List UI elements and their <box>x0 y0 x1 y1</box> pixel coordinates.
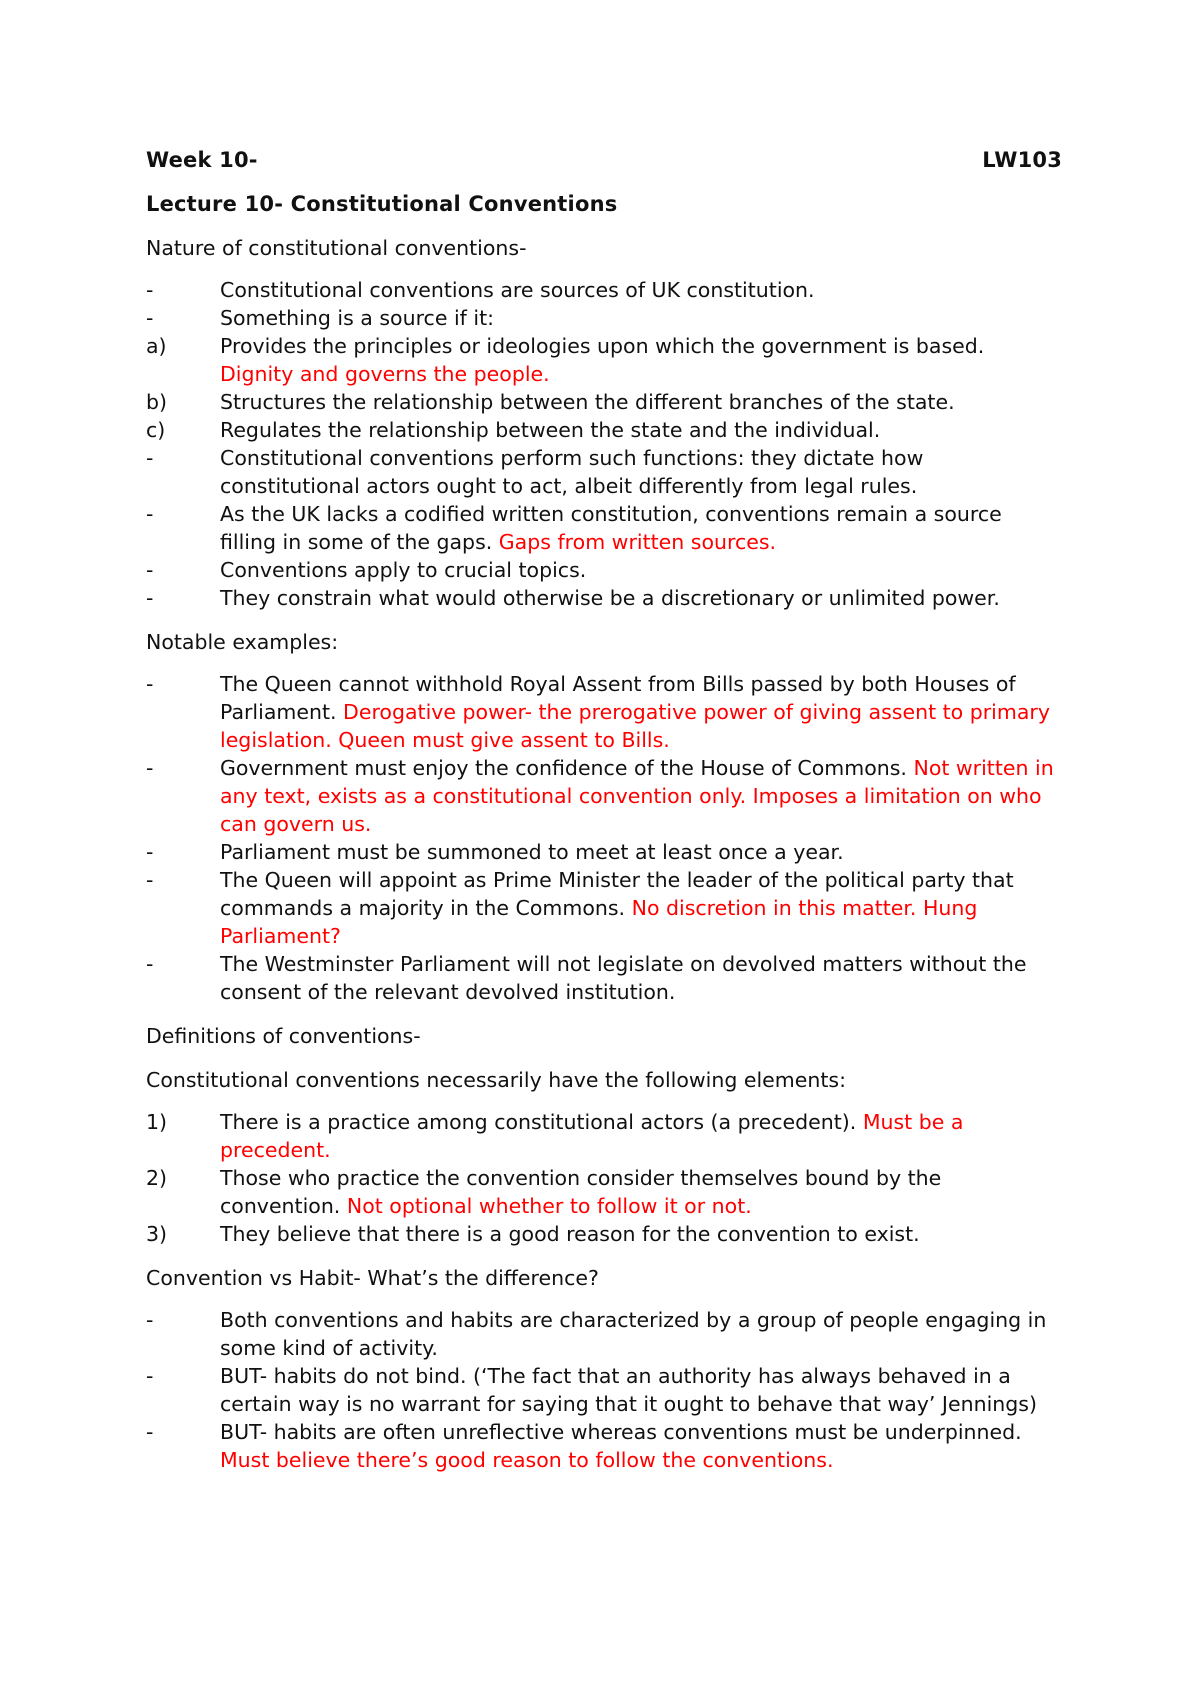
list-item-content <box>220 416 1062 444</box>
list-marker: c) <box>146 418 166 442</box>
item-text: Something is a source if it: <box>220 306 495 330</box>
annotation-note: Gaps from written sources. <box>498 530 777 554</box>
item-text: Those who practice the convention consider themselves bound by the convention. <box>220 1166 942 1218</box>
item-text: Parliament must be summoned to meet at least once a year. <box>220 840 844 864</box>
annotation-note: Not optional whether to follow it or not. <box>346 1194 752 1218</box>
list-item <box>146 670 1062 754</box>
bullet-list <box>146 670 1062 1006</box>
list-item-content <box>220 388 1062 416</box>
item-text: There is a practice among constitutional actors (a precedent). <box>220 1110 857 1134</box>
list-item-content <box>220 754 1062 838</box>
item-text: The Queen cannot withhold Royal Assent from Bills passed by both Houses of Parliament. <box>220 672 1016 724</box>
annotation-note: Dignity and governs the people. <box>220 362 550 386</box>
list-marker: - <box>146 1364 154 1388</box>
item-text: BUT- habits do not bind. (‘The fact that an authority has always behaved in a certain way is no warrant for saying that it ought to behave that way’ Jennings) <box>220 1364 1037 1416</box>
course-code: LW103 <box>982 148 1062 172</box>
annotation-note: Derogative power- the prerogative power of giving assent to primary legislation. Queen must give assent to Bills. <box>220 700 1050 752</box>
list-item <box>146 332 1062 388</box>
list-item <box>146 1418 1062 1474</box>
annotation-note: Must be a precedent. <box>220 1110 964 1162</box>
list-item-content <box>220 500 1062 556</box>
lecture-title: Lecture 10- Constitutional Conventions <box>146 192 618 216</box>
list-item <box>146 1306 1062 1362</box>
list-item <box>146 838 1062 866</box>
list-item <box>146 1362 1062 1418</box>
item-text: As the UK lacks a codified written constitution, conventions remain a source filling in some of the gaps. <box>220 502 1002 554</box>
list-marker: - <box>146 502 154 526</box>
list-marker: b) <box>146 390 168 414</box>
list-marker: - <box>146 1308 154 1332</box>
list-marker: - <box>146 306 154 330</box>
item-text: Conventions apply to crucial topics. <box>220 558 587 582</box>
list-marker: - <box>146 952 154 976</box>
annotation-note: Must believe there’s good reason to follow the conventions. <box>220 1448 834 1472</box>
item-text: Government must enjoy the confidence of the House of Commons. <box>220 756 907 780</box>
list-item <box>146 304 1062 332</box>
list-item-content <box>220 556 1062 584</box>
list-item-content <box>220 866 1062 950</box>
section-heading: Nature of constitutional conventions- <box>146 236 527 260</box>
item-text: Regulates the relationship between the state and the individual. <box>220 418 881 442</box>
list-item <box>146 866 1062 950</box>
list-item-content <box>220 1418 1062 1474</box>
list-marker: - <box>146 672 154 696</box>
list-marker: - <box>146 840 154 864</box>
list-item <box>146 556 1062 584</box>
list-item <box>146 1220 1062 1248</box>
bullet-list <box>146 1306 1062 1474</box>
section-heading: Definitions of conventions- <box>146 1024 421 1048</box>
list-marker: a) <box>146 334 167 358</box>
list-marker: 1) <box>146 1110 168 1134</box>
list-item-content <box>220 1362 1062 1418</box>
item-text: The Westminster Parliament will not legislate on devolved matters without the consent of the relevant devolved institution. <box>220 952 1027 1004</box>
section-heading: Convention vs Habit- What’s the difference? <box>146 1266 599 1290</box>
list-item <box>146 584 1062 612</box>
item-text: Constitutional conventions are sources of UK constitution. <box>220 278 815 302</box>
item-text: Constitutional conventions perform such functions: they dictate how constitutional actors ought to act, albeit differently from legal rules. <box>220 446 924 498</box>
list-item-content <box>220 584 1062 612</box>
list-item <box>146 754 1062 838</box>
list-item <box>146 416 1062 444</box>
bullet-list <box>146 276 1062 612</box>
list-marker: - <box>146 278 154 302</box>
item-text: Both conventions and habits are characterized by a group of people engaging in some kind of activity. <box>220 1308 1047 1360</box>
section-heading: Constitutional conventions necessarily have the following elements: <box>146 1068 846 1092</box>
item-text: BUT- habits are often unreflective whereas conventions must be underpinned. <box>220 1420 1022 1444</box>
list-item <box>146 388 1062 416</box>
week-label: Week 10- <box>146 148 258 172</box>
list-marker: - <box>146 756 154 780</box>
list-marker: - <box>146 1420 154 1444</box>
item-text: Structures the relationship between the different branches of the state. <box>220 390 955 414</box>
list-item-content <box>220 950 1062 1006</box>
document-body <box>146 234 1062 1474</box>
list-marker: - <box>146 558 154 582</box>
list-marker: - <box>146 446 154 470</box>
annotation-note: No discretion in this matter. Hung Parliament? <box>220 896 978 948</box>
list-item-content <box>220 1220 1062 1248</box>
list-item <box>146 950 1062 1006</box>
list-item <box>146 500 1062 556</box>
annotation-note: Not written in any text, exists as a constitutional convention only. Imposes a limitation on who can govern us. <box>220 756 1054 836</box>
item-text: The Queen will appoint as Prime Minister the leader of the political party that commands a majority in the Commons. <box>220 868 1014 920</box>
item-text: Provides the principles or ideologies upon which the government is based. <box>220 334 985 358</box>
list-marker: 3) <box>146 1222 168 1246</box>
list-item <box>146 444 1062 500</box>
section-heading: Notable examples: <box>146 630 339 654</box>
item-text: They believe that there is a good reason for the convention to exist. <box>220 1222 920 1246</box>
list-marker: - <box>146 868 154 892</box>
page-header <box>146 146 1062 174</box>
list-item-content <box>220 670 1062 754</box>
list-item <box>146 276 1062 304</box>
list-item-content <box>220 1108 1062 1164</box>
list-item-content <box>220 276 1062 304</box>
list-marker: 2) <box>146 1166 168 1190</box>
item-text: They constrain what would otherwise be a discretionary or unlimited power. <box>220 586 1000 610</box>
list-item-content <box>220 838 1062 866</box>
list-marker: - <box>146 586 154 610</box>
list-item <box>146 1108 1062 1164</box>
list-item-content <box>220 1306 1062 1362</box>
list-item <box>146 1164 1062 1220</box>
list-item-content <box>220 304 1062 332</box>
list-item-content <box>220 1164 1062 1220</box>
list-item-content <box>220 444 1062 500</box>
list-item-content <box>220 332 1062 388</box>
bullet-list <box>146 1108 1062 1248</box>
